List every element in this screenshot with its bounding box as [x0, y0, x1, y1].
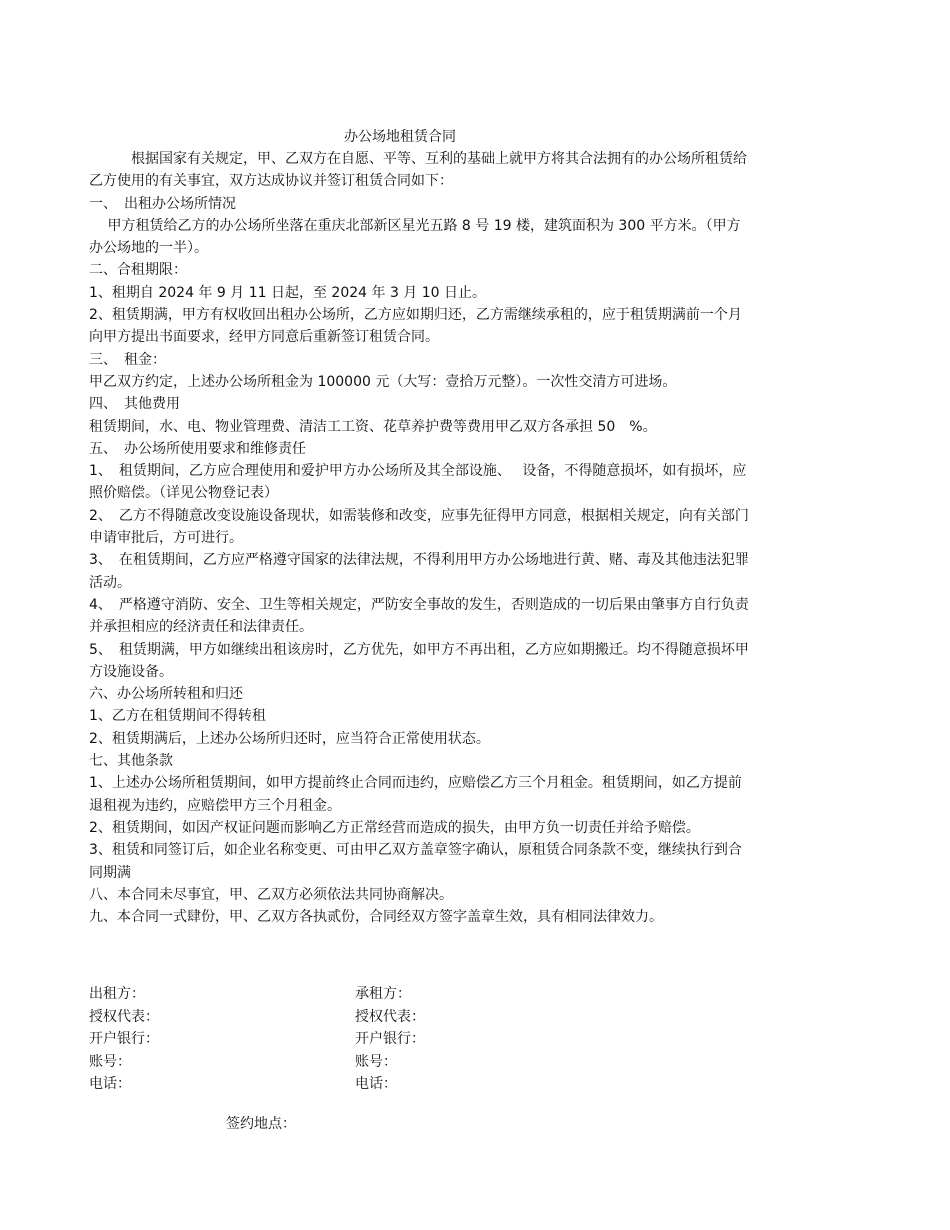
- body-line: 5、 租赁期满，甲方如继续出租该房时，乙方优先，如甲方不再出租，乙方应如期搬迁。均不得随意损坏甲: [89, 641, 749, 658]
- lessor-phone-label: 电话：: [89, 1076, 131, 1092]
- body-line: 2、租赁期间，如因产权证问题而影响乙方正常经营而造成的损失，由甲方负一切责任并给予赔偿。: [89, 819, 700, 836]
- lessor-label: 出租方：: [89, 986, 145, 1002]
- body-line: 1、上述办公场所租赁期间，如甲方提前终止合同而违约，应赔偿乙方三个月租金。租赁期间，如乙方提前: [89, 775, 742, 792]
- body-line: 乙方使用的有关事宜，双方达成协议并签订租赁合同如下：: [89, 173, 453, 190]
- body-line: 办公场地的一半）。: [89, 240, 208, 257]
- body-line: 1、租期自 2024 年 9 月 11 日起，至 2024 年 3 月 10 日止。: [89, 284, 487, 301]
- body-line: 甲乙双方约定，上述办公场所租金为 100000 元（大写：壹拾万元整）。一次性交清方可进场。: [89, 373, 677, 390]
- body-line: 1、 租赁期间，乙方应合理使用和爱护甲方办公场所及其全部设施、 设备，不得随意损坏，如有损坏，应: [89, 463, 747, 480]
- body-line: 根据国家有关规定，甲、乙双方在自愿、平等、互利的基础上就甲方将其合法拥有的办公场所租赁给: [89, 151, 747, 167]
- lessor-bank-label: 开户银行：: [89, 1031, 159, 1047]
- section-heading: 四、 其他费用: [89, 396, 180, 413]
- body-line: 2、 乙方不得随意改变设施设备现状，如需装修和改变，应事先征得甲方同意，根据相关规定，向有关部门: [89, 507, 749, 524]
- lessee-signature-block: [355, 983, 425, 1096]
- signing-place-label: 签约地点：: [226, 1116, 296, 1132]
- section-heading: 二、合租期限：: [89, 262, 187, 279]
- section-heading: 一、 出租办公场所情况: [89, 195, 236, 212]
- contract-body: [89, 148, 869, 928]
- lessor-signature-block: [89, 983, 159, 1096]
- body-line: 甲方租赁给乙方的办公场所坐落在重庆北部新区星光五路 8 号 19 楼，建筑面积为 300 平方米。（甲方: [89, 217, 741, 234]
- body-line: 活动。: [89, 574, 131, 591]
- section-heading: 九、本合同一式肆份，甲、乙双方各执贰份，合同经双方签字盖章生效，具有相同法律效力。: [89, 909, 663, 926]
- lessee-phone-label: 电话：: [355, 1076, 397, 1092]
- body-line: 3、 在租赁期间，乙方应严格遵守国家的法律法规，不得利用甲方办公场地进行黄、赌、毒及其他违法犯罪: [89, 552, 749, 569]
- body-line: 退租视为违约，应赔偿甲方三个月租金。: [89, 797, 341, 814]
- body-line: 并承担相应的经济责任和法律责任。: [89, 619, 313, 636]
- lessee-representative-label: 授权代表：: [355, 1008, 425, 1025]
- body-line: 租赁期间，水、电、物业管理费、清洁工工资、花草养护费等费用甲乙双方各承担 50 %。: [89, 418, 657, 435]
- body-line: 4、 严格遵守消防、安全、卫生等相关规定，严防安全事故的发生，否则造成的一切后果由肇事方自行负责: [89, 596, 749, 613]
- document-title: 办公场地租赁合同: [344, 129, 456, 145]
- body-line: 2、租赁期满后，上述办公场所归还时，应当符合正常使用状态。: [89, 730, 490, 747]
- lessee-account-label: 账号：: [355, 1053, 397, 1070]
- lessee-bank-label: 开户银行：: [355, 1031, 425, 1047]
- section-heading: 七、其他条款: [89, 753, 173, 770]
- lessor-representative-label: 授权代表：: [89, 1008, 159, 1025]
- body-line: 方设施设备。: [89, 663, 173, 680]
- body-line: 同期满: [89, 864, 131, 881]
- body-line: 向甲方提出书面要求，经甲方同意后重新签订租赁合同。: [89, 329, 439, 346]
- section-heading: 五、 办公场所使用要求和维修责任: [89, 440, 306, 457]
- body-line: 照价赔偿。（详见公物登记表）: [89, 485, 278, 502]
- section-heading: 八、本合同未尽事宜，甲、乙双方必须依法共同协商解决。: [89, 886, 453, 903]
- section-heading: 三、 租金：: [89, 351, 166, 368]
- body-line: 3、租赁和同签订后，如企业名称变更、可由甲乙双方盖章签字确认，原租赁合同条款不变，继续执行到合: [89, 842, 742, 859]
- body-line: 申请审批后，方可进行。: [89, 530, 243, 547]
- section-heading: 六、办公场所转租和归还: [89, 686, 243, 703]
- body-line: 1、乙方在租赁期间不得转租: [89, 708, 266, 725]
- body-line: 2、租赁期满，甲方有权收回出租办公场所，乙方应如期归还，乙方需继续承租的，应于租赁期满前一个月: [89, 307, 742, 324]
- lessor-account-label: 账号：: [89, 1053, 131, 1070]
- lessee-label: 承租方：: [355, 986, 411, 1002]
